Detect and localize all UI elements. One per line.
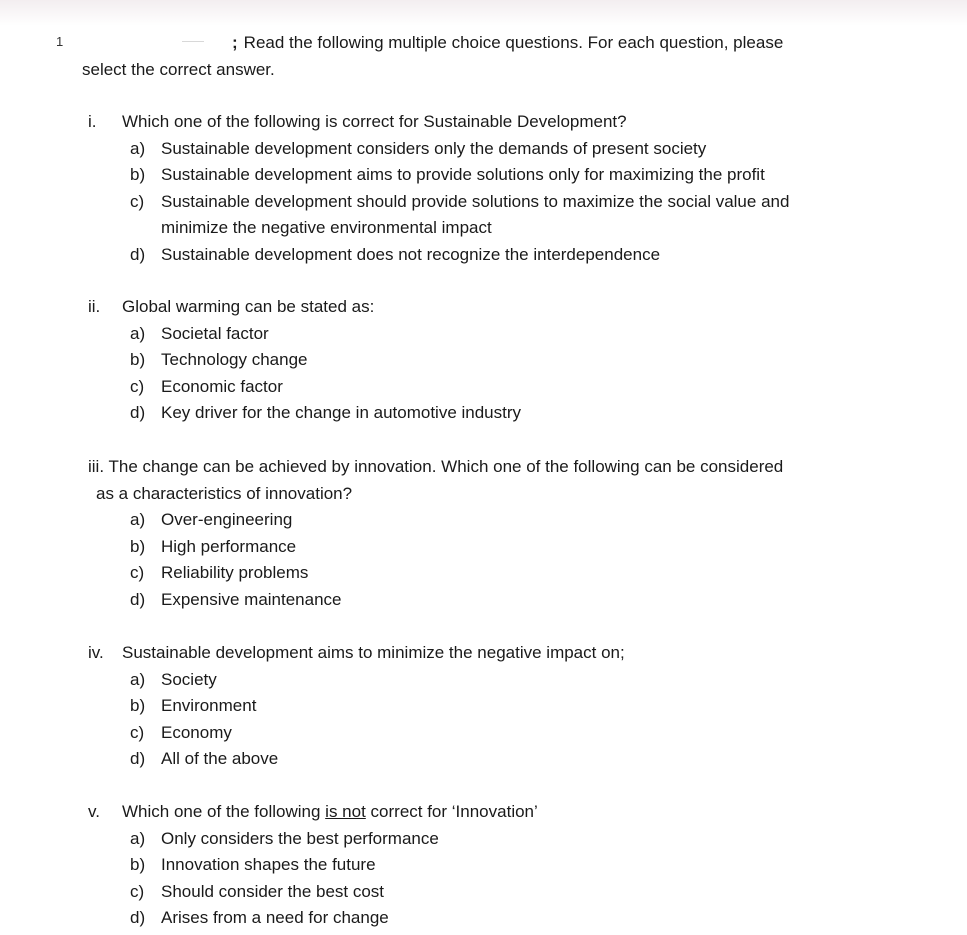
option-d — [0, 905, 967, 932]
option-letter: a) — [130, 828, 146, 848]
option-letter: c) — [130, 376, 145, 396]
option-letter: a) — [130, 510, 146, 529]
option-text: Only considers the best performance — [161, 828, 439, 848]
question-number: ii. — [88, 297, 101, 316]
option-text: Sustainable development considers only the demands of present society — [161, 138, 707, 158]
option-c — [0, 720, 967, 747]
option-letter: d) — [130, 908, 146, 927]
option-text: Society — [161, 669, 217, 689]
option-letter: a) — [130, 138, 146, 158]
option-text: All of the above — [161, 749, 279, 768]
option-b — [0, 693, 967, 720]
option-text: Economic factor — [161, 376, 283, 396]
option-a — [0, 826, 967, 853]
option-text: Reliability problems — [161, 563, 309, 582]
question-text-end: correct for ‘Innovation’ — [365, 802, 538, 821]
option-letter: c) — [130, 881, 145, 901]
option-letter: b) — [130, 536, 146, 556]
question-text: Sustainable development aims to minimize the negative impact on; — [122, 643, 625, 662]
option-letter: d) — [130, 589, 146, 609]
option-b — [0, 347, 967, 374]
option-c — [0, 560, 967, 587]
option-text: Environment — [161, 696, 257, 715]
option-b — [0, 534, 967, 561]
option-text: Arises from a need for change — [161, 908, 389, 927]
option-a — [0, 136, 967, 163]
option-c — [0, 374, 967, 401]
instructions — [82, 29, 942, 83]
option-text-continued: minimize the negative environmental impact — [161, 218, 492, 237]
option-d — [0, 242, 967, 269]
option-d — [0, 587, 967, 614]
question-text: Global warming can be stated as: — [122, 297, 375, 316]
option-text: High performance — [161, 536, 297, 556]
question-number: i. — [88, 112, 97, 131]
option-text: Key driver for the change in automotive industry — [161, 403, 522, 422]
option-text: Economy — [161, 722, 232, 742]
option-letter: d) — [130, 403, 146, 422]
option-text: Societal factor — [161, 323, 269, 343]
instruction-line-2: select the correct answer. — [82, 60, 275, 79]
question-text-line-1: The change can be achieved by innovation. Which one of the following can be considered — [108, 457, 784, 476]
option-letter: c) — [130, 563, 145, 582]
option-text: Innovation shapes the future — [161, 855, 376, 874]
option-letter: c) — [130, 191, 145, 211]
option-b — [0, 852, 967, 879]
option-text: Sustainable development aims to provide solutions only for maximizing the profit — [161, 165, 765, 184]
question-number: v. — [88, 802, 100, 821]
option-text: Sustainable development does not recognize the interdependence — [161, 244, 661, 264]
margin-mark: 1 — [56, 34, 64, 49]
option-letter: b) — [130, 696, 146, 715]
question-4 — [0, 640, 967, 773]
option-d — [0, 746, 967, 773]
question-text: Which one of the following is correct for Sustainable Development? — [122, 112, 627, 131]
question-text-start: Which one of the following — [122, 802, 326, 821]
option-letter: b) — [130, 350, 146, 369]
option-a — [0, 667, 967, 694]
option-letter: d) — [130, 244, 146, 264]
instruction-line-1: Read the following multiple choice questions. For each question, please — [243, 33, 784, 52]
question-number: iii. — [88, 457, 105, 476]
option-letter: b) — [130, 855, 146, 874]
option-letter: b) — [130, 165, 146, 184]
option-c — [0, 879, 967, 906]
option-letter: a) — [130, 669, 146, 689]
question-text — [88, 454, 783, 481]
option-a — [0, 507, 967, 534]
option-b — [0, 162, 967, 189]
option-d — [0, 400, 967, 427]
emphasis-underlined: is not — [325, 802, 366, 821]
instruction-mark: ; — [232, 33, 238, 52]
question-number: iv. — [88, 643, 104, 662]
option-c — [0, 189, 967, 216]
option-letter: c) — [130, 722, 145, 742]
option-a — [0, 321, 967, 348]
option-text: Technology change — [161, 350, 308, 369]
option-text: Expensive maintenance — [161, 589, 342, 609]
question-3 — [0, 454, 967, 613]
option-text: Over-engineering — [161, 510, 293, 529]
question-2 — [0, 294, 967, 427]
question-text-continued: as a characteristics of innovation? — [96, 483, 353, 503]
question-5 — [0, 799, 967, 932]
option-letter: a) — [130, 323, 146, 343]
question-1 — [0, 109, 967, 268]
option-letter: d) — [130, 749, 146, 768]
question-text — [122, 799, 538, 826]
option-c-continued — [0, 215, 967, 242]
option-text: Should consider the best cost — [161, 881, 385, 901]
option-text: Sustainable development should provide solutions to maximize the social value and — [161, 191, 790, 211]
top-shade — [0, 0, 967, 26]
